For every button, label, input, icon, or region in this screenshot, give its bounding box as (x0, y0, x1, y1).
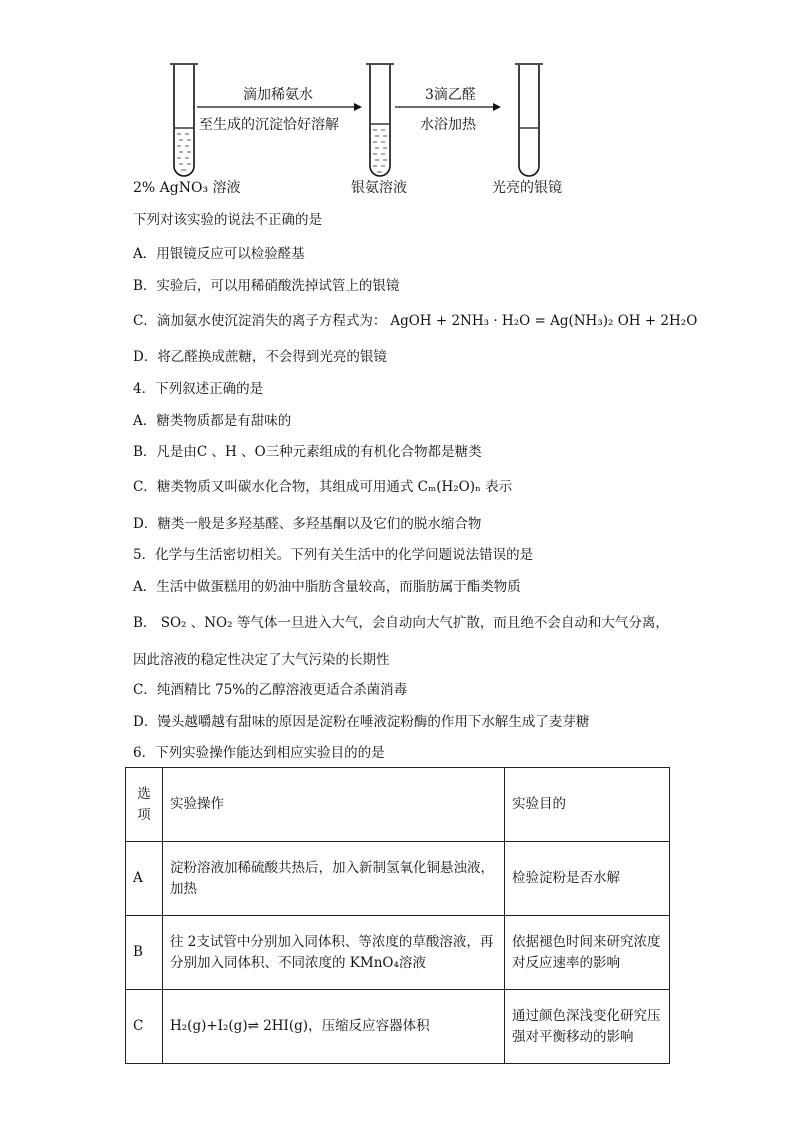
q5-stem: 5．化学与生活密切相关。下列有关生活中的化学问题说法错误的是 (133, 547, 534, 563)
q3-option-b: B．实验后，可以用稀硝酸洗掉试管上的银镜 (133, 278, 400, 294)
table-row (126, 916, 670, 990)
row-c-option: C (126, 990, 163, 1064)
q3-option-c (133, 311, 697, 331)
tube-1 (170, 64, 198, 176)
experiment-table (125, 767, 670, 1064)
arrow-2 (395, 103, 501, 111)
q5-option-c: C．纯酒精比 75%的乙醇溶液更适合杀菌消毒 (133, 682, 408, 698)
row-a-goal: 检验淀粉是否水解 (505, 842, 670, 916)
tube3-label: 光亮的银镜 (492, 180, 562, 196)
arrow-1 (197, 103, 362, 111)
q3-option-a: A．用银镜反应可以检验醛基 (133, 246, 305, 262)
header-operation: 实验操作 (163, 768, 505, 842)
q4-stem: 4．下列叙述正确的是 (133, 381, 264, 397)
q5-option-b-line1: B． SO₂ 、NO₂ 等气体一旦进入大气，会自动向大气扩散，而且绝不会自动和大气分离， (133, 615, 669, 631)
header-option: 选项 (126, 768, 163, 842)
row-a-option: A (126, 842, 163, 916)
q3-option-d: D．将乙醛换成蔗糖，不会得到光亮的银镜 (133, 349, 387, 365)
tube2-label: 银氨溶液 (351, 180, 407, 196)
arrow1-bottom-label: 至生成的沉淀恰好溶解 (199, 117, 339, 133)
experiment-diagram (0, 0, 794, 200)
arrow1-top-label: 滴加稀氨水 (243, 87, 313, 103)
q3-stem: 下列对该实验的说法不正确的是 (133, 212, 322, 228)
row-b-operation: 往 2支试管中分别加入同体积、等浓度的草酸溶液，再分别加入同体积、不同浓度的 KMnO₄溶液 (163, 916, 505, 990)
q6-stem: 6．下列实验操作能达到相应实验目的的是 (133, 745, 385, 761)
header-goal: 实验目的 (505, 768, 670, 842)
q4-option-a: A．糖类物质都是有甜味的 (133, 413, 292, 429)
tube-2 (366, 64, 394, 176)
row-c-goal: 通过颜色深浅变化研究压强对平衡移动的影响 (505, 990, 670, 1064)
table-row (126, 842, 670, 916)
table-header-row (126, 768, 670, 842)
row-b-option: B (126, 916, 163, 990)
table-row (126, 990, 670, 1064)
tube1-label: 2% AgNO₃ 溶液 (133, 180, 241, 196)
q4-option-b: B．凡是由C 、H 、O三种元素组成的有机化合物都是糖类 (133, 444, 482, 460)
arrow2-top-label: 3滴乙醛 (425, 87, 476, 103)
row-c-operation: H₂(g)+I₂(g)⇌ 2HI(g)，压缩反应容器体积 (163, 990, 505, 1064)
q3-equation: AgOH + 2NH₃ · H₂O = Ag(NH₃)₂ OH + 2H₂O (390, 313, 698, 329)
q5-option-b-line2: 因此溶液的稳定性决定了大气污染的长期性 (133, 652, 390, 668)
tube-3 (515, 64, 543, 176)
row-b-goal: 依据褪色时间来研究浓度对反应速率的影响 (505, 916, 670, 990)
q4-option-d: D．糖类一般是多羟基醛、多羟基酮以及它们的脱水缩合物 (133, 516, 482, 532)
q3-option-c-text: C．滴加氨水使沉淀消失的离子方程式为： (133, 313, 387, 329)
row-a-operation: 淀粉溶液加稀硫酸共热后，加入新制氢氧化铜悬浊液，加热 (163, 842, 505, 916)
q4-option-c: C．糖类物质又叫碳水化合物，其组成可用通式 Cₘ(H₂O)ₙ 表示 (133, 479, 513, 495)
arrow2-bottom-label: 水浴加热 (420, 117, 476, 133)
q5-option-d: D．馒头越嚼越有甜味的原因是淀粉在唾液淀粉酶的作用下水解生成了麦芽糖 (133, 714, 590, 730)
q5-option-a: A．生活中做蛋糕用的奶油中脂肪含量较高，而脂肪属于酯类物质 (133, 579, 521, 595)
